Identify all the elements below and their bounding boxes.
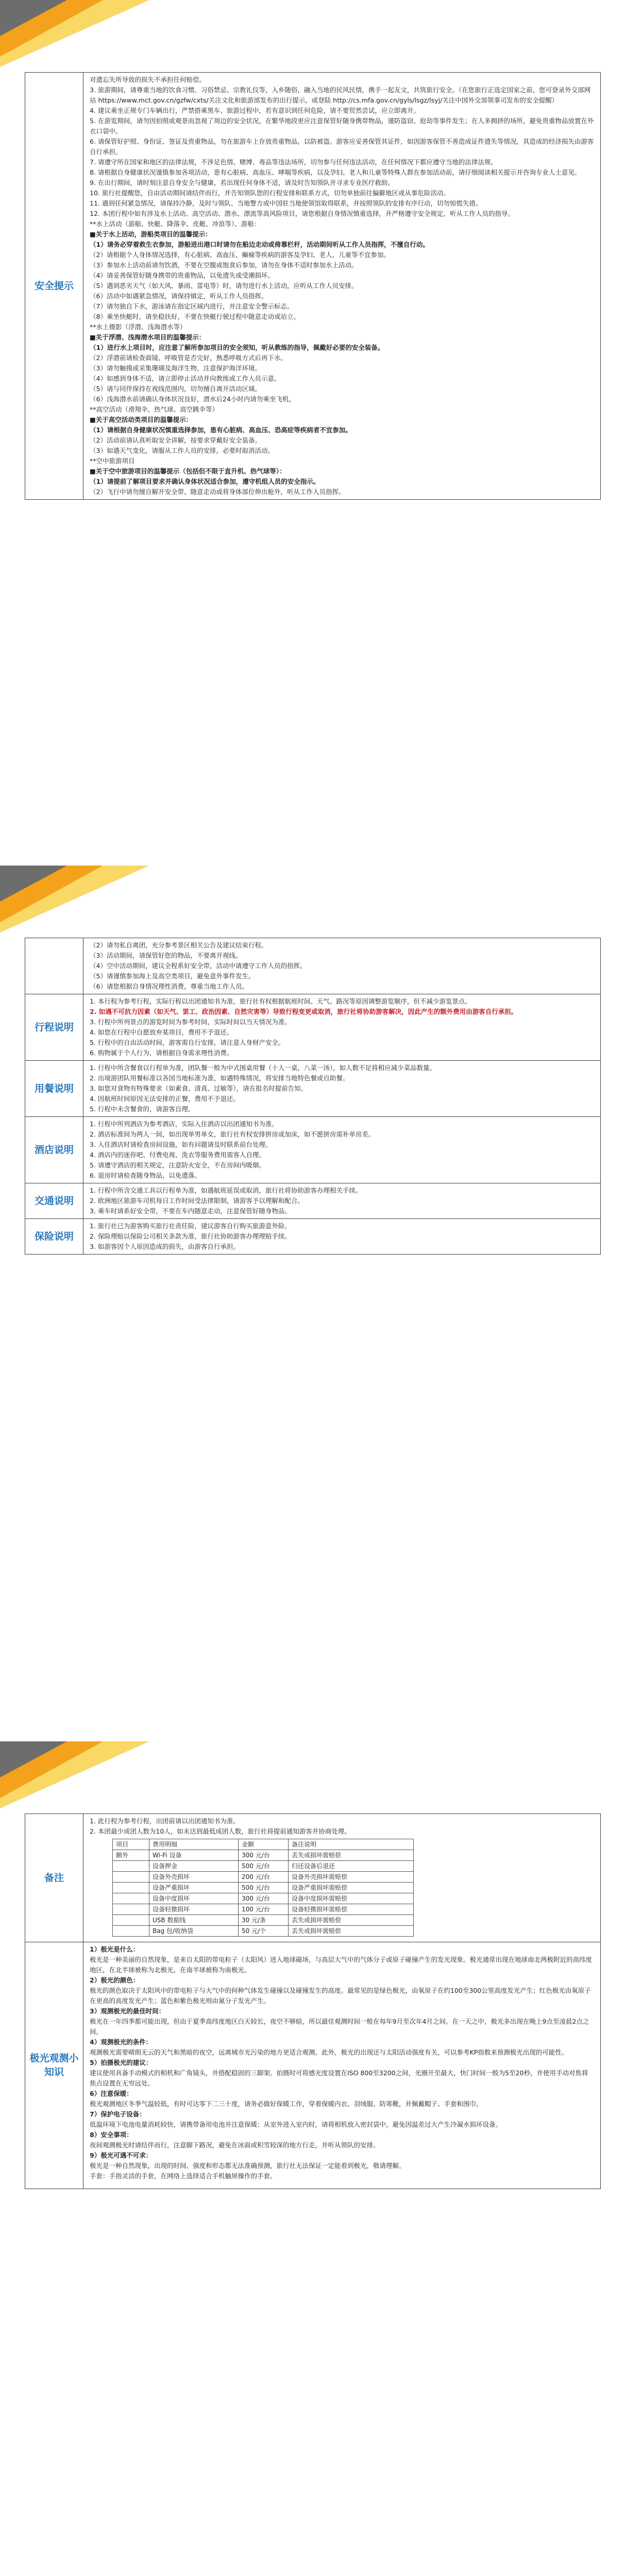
table-cell: USB 数据线 <box>149 1915 239 1926</box>
text-line: 建议使用具备手动模式的相机和广角镜头，并搭配稳固的三脚架。拍摄时可将感光度设置在ISO 800至3200之间，光圈开至最大，快门时间一般为5至20秒，并使用手动对焦将焦点设置在无穷远处。 <box>90 2069 588 2087</box>
section-label-hotel: 酒店说明 <box>25 1117 83 1183</box>
fee-table <box>112 1839 414 1937</box>
text-line: 2. 欧洲地区旅游车司机每日工作时间受法律限制，请游客予以理解和配合。 <box>90 1197 304 1205</box>
table-cell: 设备外壳损坏 <box>149 1872 239 1883</box>
subheading: ■关于高空活动类项目的温馨提示： <box>90 416 193 423</box>
table-cell: 丢失或损坏需赔偿 <box>289 1915 414 1926</box>
subheading: ■关于空中旅游项目的温馨提示（包括但不限于直升机、热气球等）： <box>90 467 286 475</box>
text-line: 4. 酒店内的迷你吧、付费电视、洗衣等服务费用需客人自理。 <box>90 1151 265 1159</box>
table-cell: 100 元/台 <box>239 1904 289 1915</box>
section-content-itinerary <box>83 994 601 1061</box>
table-cell <box>113 1861 149 1872</box>
header-cell: 金额 <box>239 1839 289 1850</box>
text-line: 3. 入住酒店时请检查房间设施，如有问题请及时联系前台处理。 <box>90 1141 272 1148</box>
table-cell: 丢失或损坏需赔偿 <box>289 1850 414 1861</box>
document-page-2 <box>0 866 625 1700</box>
section-content-remarks <box>83 1814 601 1942</box>
text-line: （4）请妥善保管好随身携带的贵重物品，以免遗失或受潮损坏。 <box>90 272 274 279</box>
text-line: 12. 本团行程中如有涉及水上活动、高空活动、潜水、漂流等高风险项目，请您根据自身情况慎重选择，并严格遵守安全规定，听从工作人员的指导。 <box>90 210 514 217</box>
section-label-remarks: 备注 <box>25 1814 83 1942</box>
text-line: 2. 出境游团队用餐标准以各国当地标准为准，如遇特殊情况，将安排当地特色餐或自助餐。 <box>90 1074 349 1082</box>
text-line: 5. 请遵守酒店的相关规定，注意防火安全，不在房间内吸烟。 <box>90 1161 265 1169</box>
text-line: （8）乘坐快艇时，请坐稳扶好，不要在快艇行驶过程中随意走动或站立。 <box>90 313 300 320</box>
subheading: （1）请务必穿着救生衣参加，游船进出港口时请勿在船边走动或倚靠栏杆，活动期间听从工作人员指挥，不擅自行动。 <box>90 241 429 248</box>
table-row <box>113 1883 414 1893</box>
text-line: （2）飞行中请勿擅自解开安全带、随意走动或将身体部位伸出舱外，听从工作人员指挥。 <box>90 488 345 496</box>
text-line: 2. 保险理赔以保险公司相关条款为准，旅行社协助游客办理理赔手续。 <box>90 1232 291 1240</box>
text-line: 对遗忘失所导致的损失不承担任何赔偿。 <box>90 76 206 83</box>
text-line: 3. 乘车时请系好安全带，不要在车内随意走动，注意保管好随身物品。 <box>90 1207 291 1215</box>
text-line: 6. 请保管好护照、身份证、签证及贵重物品，勿在旅游车上存放贵重物品，以防被盗。游客应妥善保管其证件，如因游客保管不善造成证件遗失等情况，其造成的经济损失由游客自行承担。 <box>90 138 594 156</box>
text-line: （2）请根据个人身体情况选择，有心脏病、高血压、癫痫等疾病的游客及孕妇、老人、儿童等不宜参加。 <box>90 251 390 259</box>
text-line: 3. 如您对食物有特殊要求（如素食、清真、过敏等），请在报名时提前告知。 <box>90 1084 308 1092</box>
subheading: 4）观测极光的条件： <box>90 2038 153 2046</box>
header-cell: 项目 <box>113 1839 149 1850</box>
section-content-insurance <box>83 1219 601 1255</box>
text-line: 9. 在出行期间，请时刻注意自身安全与健康，若出现任何身体不适，请及时告知领队并寻求专业医疗救助。 <box>90 179 394 187</box>
fee-table-header <box>113 1839 414 1850</box>
table-row <box>113 1850 414 1861</box>
text-line: 夜间观测极光时请结伴而行，注意脚下路况，避免在冰面或积雪较深的地方行走，并听从领队的安排。 <box>90 2141 380 2149</box>
table-cell: 设备中度损坏 <box>149 1893 239 1904</box>
text-line: 极光观测地区冬季气温较低，有时可达零下二三十度，请务必做好保暖工作，穿着保暖内衣、羽绒服、防寒靴，并佩戴帽子、手套和围巾。 <box>90 2100 483 2108</box>
table-cell: 500 元/台 <box>239 1883 289 1893</box>
table-cell <box>113 1915 149 1926</box>
table-row <box>113 1915 414 1926</box>
text-line: 4. 建议乘坐正规专门车辆出行，严禁搭乘黑车、旅游过程中，若有意识到任何危险，请不要贸然尝试，应立即离开。 <box>90 107 420 114</box>
section-label-safety: 安全提示 <box>25 73 83 500</box>
subheading: （1）请提前了解项目要求并确认身体状况适合参加，遵守机组人员的安全指示。 <box>90 478 320 485</box>
text-line: 11. 遇到任何紧急情况，请保持冷静，及时与领队、当地警方或中国驻当地使领馆取得联系，并按照领队的安排有序行动，切勿惊慌失措。 <box>90 199 482 207</box>
table-cell: 设备中度损坏需赔偿 <box>289 1893 414 1904</box>
table-row <box>113 1893 414 1904</box>
subheading: 7）保护电子设备： <box>90 2110 146 2118</box>
subheading: 2）极光的颜色： <box>90 1976 140 1984</box>
table-row <box>113 1926 414 1937</box>
subheading: 8）安全事项： <box>90 2131 133 2139</box>
subheading: 3）观测极光的最佳时间： <box>90 2007 165 2015</box>
table-cell <box>113 1872 149 1883</box>
table-cell: Bag 包/收纳袋 <box>149 1926 239 1937</box>
text-line: （6）活动中如遇紧急情况，请保持镇定，听从工作人员指挥。 <box>90 292 268 300</box>
table-cell: 设备轻微损坏需赔偿 <box>289 1904 414 1915</box>
table-cell: 设备押金 <box>149 1861 239 1872</box>
travel-notes-table <box>25 938 601 1255</box>
text-line: （7）请勿独自下水，游泳请在指定区域内进行，并注意安全警示标志。 <box>90 302 294 310</box>
table-cell: 设备严重损坏需赔偿 <box>289 1883 414 1893</box>
table-cell: 额外 <box>113 1850 149 1861</box>
table-cell: 归还设备后退还 <box>289 1861 414 1872</box>
text-line: 4. 如您在行程中自愿放弃某项目，费用不予退还。 <box>90 1028 233 1036</box>
table-cell <box>113 1883 149 1893</box>
section-content-transport <box>83 1183 601 1219</box>
table-cell: 500 元/台 <box>239 1861 289 1872</box>
table-cell: 50 元/个 <box>239 1926 289 1937</box>
text-line: （3）如遇天气变化，请服从工作人员的安排，必要时取消活动。 <box>90 447 274 454</box>
table-cell <box>113 1904 149 1915</box>
text-line: （2）浮潜前请检查面镜、呼吸管是否完好，熟悉呼吸方式后再下水。 <box>90 354 287 362</box>
text-line: 1. 行程中所列酒店为参考酒店，实际入住酒店以出团通知书为准。 <box>90 1120 278 1128</box>
text-line: 1. 行程中所含交通工具以行程单为准，如遇航班延误或取消，旅行社将协助游客办理相关手续。 <box>90 1187 362 1194</box>
table-cell: 200 元/台 <box>239 1872 289 1883</box>
text-line: 10. 旅行社提醒您，自由活动期间请结伴而行，并告知领队您的行程安排和联系方式，切勿单独前往偏僻地区或从事危险活动。 <box>90 189 450 197</box>
text-line: （2）请勿私自离团，充分参考景区相关公告及建议结束行程。 <box>90 941 268 949</box>
text-line: （6）请您根据自身情况理性消费，尊重当地工作人员。 <box>90 982 248 990</box>
section-content-safety <box>83 73 601 500</box>
subheading: ■关于浮潜、浅海潜水项目的温馨提示： <box>90 333 206 341</box>
document-page-1 <box>0 0 625 788</box>
text-line: 2. 本团最少成团人数为10人，如未达到最低成团人数，旅行社将提前通知游客并协商处理。 <box>90 1827 351 1835</box>
subheading: 1）极光是什么： <box>90 1945 140 1953</box>
text-line: （3）活动期间，请保管好您的物品，不要离开视线。 <box>90 952 242 959</box>
text-line: （4）空中活动期间，建议全程系好安全带，活动中请遵守工作人员的指挥。 <box>90 962 307 970</box>
text-line: 1. 行程中所含餐食以行程单为准，团队餐一般为中式围桌用餐（十人一桌，八菜一汤），如人数不足将相应减少菜品数量。 <box>90 1064 436 1072</box>
table-cell: 300 元/台 <box>239 1850 289 1861</box>
section-content-meals <box>83 1061 601 1117</box>
text-line: （5）请谨慎参加海上及高空类项目，避免意外事件发生。 <box>90 972 255 980</box>
text-line: （3）请勿触摸或采集珊瑚及海洋生物，注意保护海洋环境。 <box>90 364 261 372</box>
subheading: 5）拍摄极光的建议： <box>90 2059 153 2066</box>
table-cell: 30 元/条 <box>239 1915 289 1926</box>
table-cell <box>113 1926 149 1937</box>
header-cell: 备注说明 <box>289 1839 414 1850</box>
text-line: 观测极光需要晴朗无云的天气和黑暗的夜空，远离城市光污染的地方更适合观测。此外，极光的出现还与太阳活动强度有关，可以参考KP指数来预测极光出现的可能性。 <box>90 2048 568 2056</box>
text-line: 手套：手指灵活的手套，在网络上选择适合手机触屏操作的手套。 <box>90 2172 277 2180</box>
text-line: 极光是一种美丽的自然现象，是来自太阳的带电粒子（太阳风）进入地球磁场，与高层大气中的气体分子或原子碰撞产生的发光现象。极光通常出现在地球南北两极附近的高纬度地区，在北半球被称为北极光，在南半球被称为南极光。 <box>90 1956 593 1974</box>
table-row <box>113 1861 414 1872</box>
section-label-itinerary: 行程说明 <box>25 994 83 1061</box>
section-label-aurora: 极光观测小知识 <box>25 1942 83 2189</box>
text-line: （5）遇到恶劣天气（如大风、暴雨、雷电等）时，请勿进行水上活动，应听从工作人员安排。 <box>90 282 358 290</box>
document-page-3 <box>0 1741 625 2576</box>
text-line: （6）浅海潜水前请确认身体状况良好，潜水后24小时内请勿乘坐飞机。 <box>90 395 295 403</box>
text-line: 3. 如游客因个人原因造成的损失，由游客自行承担。 <box>90 1243 240 1250</box>
section-content-continued <box>83 938 601 994</box>
remarks-table <box>25 1814 601 2189</box>
text-line: **空中旅游项目 <box>90 457 135 465</box>
text-line-highlight: 2. 如遇不可抗力因素（如天气、罢工、政治因素、自然灾害等）导致行程变更或取消，旅行社将协助游客解决，因此产生的额外费用由游客自行承担。 <box>90 1008 518 1015</box>
section-content-aurora <box>83 1942 601 2189</box>
text-line: 极光是一种自然现象，出现的时间、强度和形态都无法准确预测，旅行社无法保证一定能看到极光，敬请理解。 <box>90 2162 406 2170</box>
text-line: 6. 购物属于个人行为，请根据自身需求理性消费。 <box>90 1049 233 1057</box>
text-line: 1. 此行程为参考行程，出团前请以出团通知书为准。 <box>90 1817 240 1825</box>
header-cell: 费用明细 <box>149 1839 239 1850</box>
subheading: （1）请根据自身健康状况慎重选择参加，患有心脏病、高血压、恐高症等疾病者不宜参加。 <box>90 426 352 434</box>
section-label-continued <box>25 938 83 994</box>
table-cell: 丢失或损坏需赔偿 <box>289 1926 414 1937</box>
section-label-insurance: 保险说明 <box>25 1219 83 1255</box>
text-line: 极光的颜色取决于太阳风中的带电粒子与大气中的何种气体发生碰撞以及碰撞发生的高度。最常见的是绿色极光，由氧原子在约100至300公里高度发光产生；红色极光由氧原子在更高的高度发光产生；蓝色和紫色极光则由氮分子发光产生。 <box>90 1987 591 2005</box>
section-content-hotel <box>83 1117 601 1183</box>
text-line: 8. 请根据自身健康状况谨慎参加各项活动，患有心脏病、高血压、哮喘等疾病，以及孕妇、老人和儿童等特殊人群在参加活动前，请仔细阅读相关提示并咨询专业人士意见。 <box>90 168 581 176</box>
text-line: 1. 旅行社已为游客购买旅行社责任险，建议游客自行购买旅游意外险。 <box>90 1222 291 1230</box>
subheading: （1）进行水上项目时，应注意了解所参加项目的安全须知，听从教练的指导，佩戴好必要的安全装备。 <box>90 344 384 351</box>
table-row <box>113 1904 414 1915</box>
text-line: （2）活动前请认真听取安全讲解，按要求穿戴好安全装备。 <box>90 436 261 444</box>
section-label-transport: 交通说明 <box>25 1183 83 1219</box>
text-line: 5. 行程中未含餐食的，请游客自理。 <box>90 1105 195 1113</box>
text-line: 4. 因航班时间原因无法安排的正餐，费用不予退还。 <box>90 1095 240 1103</box>
text-line: 3. 旅游期间，请尊重当地的饮食习惯、习俗禁忌、宗教礼仪等，入乡随俗，融入当地的民风民情，携手一起友文，共筑旅行安全。（在您旅行正选定国家之前，您可登录外交部网站 https://www.mct.gov.cn/gzfw/cxts/关注文化和旅游部发布的出行提示，或登陆 http://cs.mfa.gov.cn/gyls/lsgz/lsyj/关注中国外交部领事司发布的安全提醒） <box>90 86 591 104</box>
text-line: 5. 行程中的自由活动时间，游客需自行安排，请注意人身财产安全。 <box>90 1039 285 1046</box>
table-cell: 设备外壳损坏需赔偿 <box>289 1872 414 1883</box>
text-line: 极光在一年四季都可能出现，但由于夏季高纬度地区白天较长，夜空不够暗，所以最佳观测时间一般在每年9月至次年4月之间。在一天之中，极光多出现在晚上9点至凌晨2点之间。 <box>90 2018 589 2036</box>
safety-tips-table <box>25 72 601 500</box>
text-line: （3）参加水上活动前请勿饮酒，不要在空腹或饱食后参加，请勿在身体不适时参加水上活动。 <box>90 261 358 269</box>
decorative-corner-dark <box>0 866 67 902</box>
table-cell: 设备轻微损坏 <box>149 1904 239 1915</box>
subheading: 9）极光可遇不可求： <box>90 2151 153 2159</box>
subheading: 6）注意保暖： <box>90 2090 133 2097</box>
text-line: （4）如感到身体不适，请立即停止活动并向教练或工作人员示意。 <box>90 375 281 382</box>
text-line: 5. 在游览期间，请勿因拍照或观景而忽视了周边的安全状况，在繁华地段更应注意保管好随身携带物品，谨防盗窃、抢劫等事件发生；在人多拥挤的场所，避免贵重物品放置在外衣口袋中。 <box>90 117 594 135</box>
section-label-meals: 用餐说明 <box>25 1061 83 1117</box>
text-line: 6. 退房时请检查随身物品，以免遗落。 <box>90 1172 201 1179</box>
decorative-corner-dark <box>0 1741 67 1777</box>
table-cell <box>113 1893 149 1904</box>
text-line: 3. 行程中所列景点的游览时间为参考时间，实际时间以当天情况为准。 <box>90 1018 291 1026</box>
text-line: 1. 本行程为参考行程，实际行程以出团通知书为准，旅行社有权根据航班时间、天气、路况等原因调整游览顺序，但不减少游览景点。 <box>90 997 471 1005</box>
table-cell: Wi-Fi 设备 <box>149 1850 239 1861</box>
text-line: 低温环境下电池电量消耗较快，请携带备用电池并注意保暖；从室外进入室内时，请将相机放入密封袋中，避免因温差过大产生冷凝水损坏设备。 <box>90 2121 502 2128</box>
decorative-corner-dark <box>0 0 67 36</box>
table-row <box>113 1872 414 1883</box>
table-cell: 设备严重损坏 <box>149 1883 239 1893</box>
text-line: 7. 请遵守所在国家和地区的法律法规，不涉足色情、赌博、毒品等违法场所，切勿参与任何违法活动，在任何情况下都应遵守当地的法律法规。 <box>90 158 497 166</box>
text-line: **水上活动（游船、快艇、降落伞、皮艇、冲浪等）、游船： <box>90 220 261 228</box>
text-line: （5）请与同伴保持在视线范围内，切勿擅自离开活动区域。 <box>90 385 261 393</box>
subheading: ■关于水上活动，游船类项目的温馨提示： <box>90 230 212 238</box>
table-cell: 300 元/台 <box>239 1893 289 1904</box>
text-line: **水上摄影（浮潜、浅海潜水等） <box>90 323 187 331</box>
text-line: 2. 酒店标准间为两人一间，如出现单男单女，旅行社有权安排拼房或加床，如不愿拼房需补单房差。 <box>90 1130 375 1138</box>
text-line: **高空活动（滑翔伞、热气球、高空跳伞等） <box>90 405 219 413</box>
